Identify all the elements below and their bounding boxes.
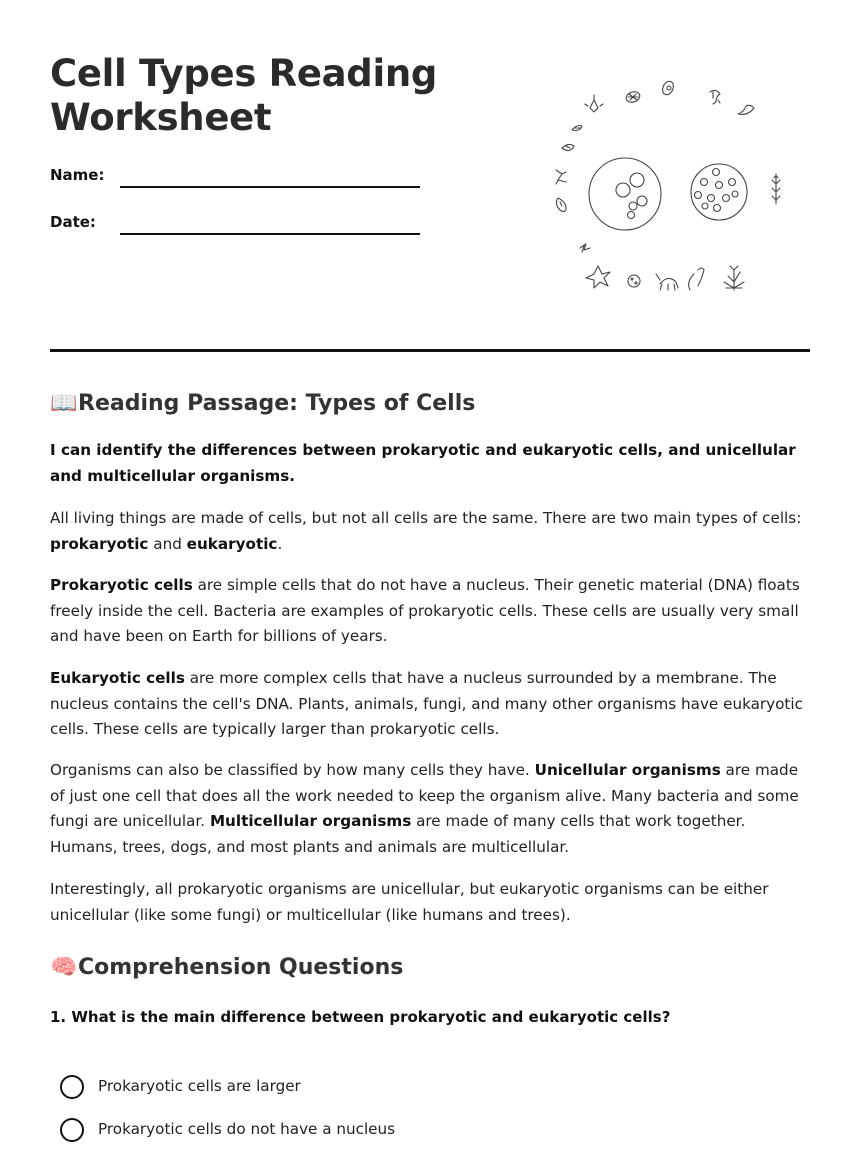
- date-blank-line[interactable]: [120, 233, 420, 235]
- p4-term-multicellular: Multicellular organisms: [209, 812, 412, 830]
- radio-circle-icon[interactable]: [60, 1075, 84, 1099]
- worksheet-title: [50, 52, 437, 140]
- p4-term-unicellular: Unicellular organisms: [534, 761, 721, 779]
- date-label: Date:: [50, 213, 96, 231]
- questions-heading-text: Comprehension Questions: [78, 955, 404, 980]
- p1-text-3: .: [277, 534, 283, 553]
- header-divider: [50, 349, 810, 352]
- p2-text: are simple cells that do not have a nucleus. Their genetic material (DNA) floats freely inside the cell. Bacteria are examples of prokaryotic cells. These cells are usually very small and have been on Earth for billions of years.: [50, 576, 800, 645]
- reading-heading-text: Reading Passage: Types of Cells: [78, 391, 476, 416]
- question-1-text: 1. What is the main difference between prokaryotic and eukaryotic cells?: [50, 1008, 671, 1026]
- p1-text-1: All living things are made of cells, but not all cells are the same. There are two main types of cells:: [50, 509, 802, 527]
- p1-term-eukaryotic: eukaryotic: [186, 534, 278, 553]
- p3-text: are more complex cells that have a nucleus surrounded by a membrane. The nucleus contains the cell's DNA. Plants, animals, fungi, and many other organisms have eukaryotic cells. These cells are typically larger than prokaryotic cells.: [50, 669, 803, 738]
- paragraph-3: [50, 666, 815, 743]
- prokaryotic-cell-drawing: [691, 164, 747, 220]
- p4-text-3: are made of many cells that work together. Humans, trees, dogs, and most plants and animals are multicellular.: [50, 812, 746, 856]
- p2-term: Prokaryotic cells: [50, 576, 193, 594]
- p4-text-2: are made of just one cell that does all the work needed to keep the organism alive. Many bacteria and some fungi are unicellular.: [50, 761, 799, 830]
- p4-text-1: Organisms can also be classified by how many cells they have.: [50, 761, 535, 779]
- p1-text-2: and: [148, 534, 187, 553]
- cells-illustration: [538, 70, 800, 306]
- p3-term: Eukaryotic cells: [50, 669, 185, 687]
- reading-heading: [50, 390, 475, 418]
- option-label: Prokaryotic cells do not have a nucleus: [98, 1120, 396, 1138]
- paragraph-1: [50, 506, 815, 557]
- questions-heading: [50, 954, 403, 982]
- title-line-1: Cell Types Reading: [50, 52, 438, 95]
- paragraph-5: Interestingly, all prokaryotic organisms are unicellular, but eukaryotic organisms can be either unicellular (like some fungi) or multicellular (like humans and trees).: [50, 880, 769, 924]
- p1-term-prokaryotic: prokaryotic: [50, 534, 149, 553]
- book-icon: 📖: [50, 391, 78, 416]
- radio-circle-icon[interactable]: [60, 1118, 84, 1142]
- paragraph-4: [50, 758, 815, 860]
- brain-icon: 🧠: [50, 955, 78, 980]
- title-line-2: Worksheet: [50, 96, 272, 139]
- option-label: Prokaryotic cells are larger: [98, 1077, 301, 1095]
- eukaryotic-cell-drawing: [589, 158, 661, 230]
- name-label: Name:: [50, 166, 105, 184]
- paragraph-2: [50, 573, 815, 650]
- learning-objective: I can identify the differences between prokaryotic and eukaryotic cells, and unicellular and multicellular organisms.: [50, 441, 796, 485]
- name-blank-line[interactable]: [120, 186, 420, 188]
